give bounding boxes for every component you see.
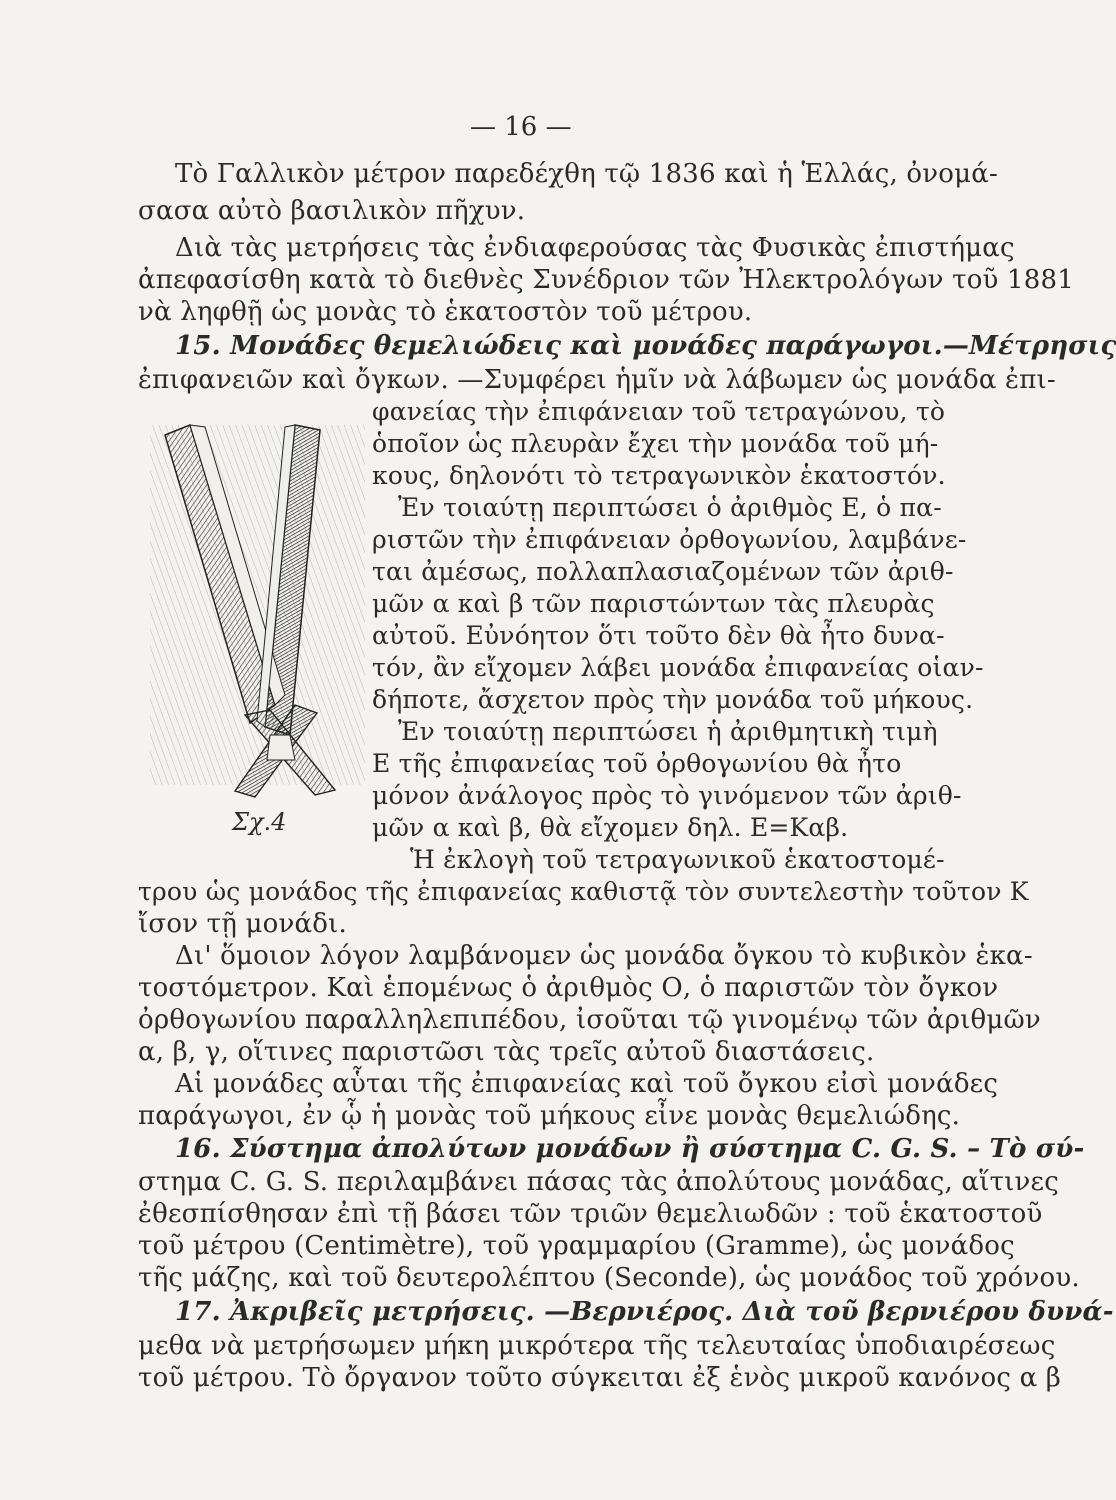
text-line: αὐτοῦ. Εὐνόητον ὅτι τοῦτο δὲν θὰ ἦτο δυνα- bbox=[372, 621, 945, 650]
page-number: — 16 — bbox=[470, 112, 572, 142]
text-line: ὁποῖον ὡς πλευρὰν ἔχει τὴν μονάδα τοῦ μή- bbox=[372, 429, 939, 458]
text-line: φανείας τὴν ἐπιφάνειαν τοῦ τετραγώνου, τὸ bbox=[372, 397, 946, 426]
text-line: ριστῶν τὴν ἐπιφάνειαν ὀρθογωνίου, λαμβάνε- bbox=[372, 525, 967, 554]
text-line: ὀρθογωνίου παραλληλεπιπέδου, ἰσοῦται τῷ γινομένῳ τῶν ἀριθμῶν bbox=[138, 1005, 1041, 1035]
text-line: ἐθεσπίσθησαν ἐπὶ τῇ βάσει τῶν τριῶν θεμελιωδῶν : τοῦ ἑκατοστοῦ bbox=[138, 1199, 1043, 1229]
text-line: Δι' ὅμοιον λόγον λαμβάνομεν ὡς μονάδα ὄγκου τὸ κυβικὸν ἑκα- bbox=[175, 941, 1033, 971]
text-line: τοῦ μέτρου. Τὸ ὄργανον τοῦτο σύγκειται ἐξ ἑνὸς μικροῦ κανόνος α β bbox=[138, 1363, 1062, 1393]
figure-caption: Σχ.4 bbox=[232, 808, 287, 836]
text-line: δήποτε, ἄσχετον πρὸς τὴν μονάδα τοῦ μήκους. bbox=[372, 685, 974, 714]
figure-trough-illustration bbox=[145, 405, 370, 805]
text-line: Ἐν τοιαύτῃ περιπτώσει ἡ ἀριθμητικὴ τιμὴ bbox=[398, 717, 938, 746]
text-line: τοστόμετρον. Καὶ ἑπομένως ὁ ἀριθμὸς Ο, ὁ παριστῶν τὸν ὄγκον bbox=[138, 973, 999, 1003]
section-heading-15: 15. Μονάδες θεμελιώδεις καὶ μονάδες παράγωγοι.—Μέτρησις bbox=[175, 331, 1116, 361]
text-line: ται ἀμέσως, πολλαπλασιαζομένων τῶν ἀριθ- bbox=[372, 557, 954, 586]
text-line: ἀπεφασίσθη κατὰ τὸ διεθνὲς Συνέδριον τῶν Ἠλεκτρολόγων τοῦ 1881 bbox=[138, 265, 1074, 295]
text-line: παράγωγοι, ἐν ᾧ ἡ μονὰς τοῦ μήκους εἶνε μονὰς θεμελιώδης. bbox=[138, 1101, 961, 1131]
text-line: Διὰ τὰς μετρήσεις τὰς ἐνδιαφερούσας τὰς Φυσικὰς ἐπιστήμας bbox=[175, 233, 1015, 263]
text-line: α, β, γ, οἵτινες παριστῶσι τὰς τρεῖς αὐτοῦ διαστάσεις. bbox=[138, 1037, 875, 1067]
text-line: τόν, ἂν εἴχομεν λάβει μονάδα ἐπιφανείας οἱαν- bbox=[372, 653, 984, 682]
text-line: κους, δηλονότι τὸ τετραγωνικὸν ἑκατοστόν. bbox=[372, 461, 946, 490]
text-line: ἴσον τῇ μονάδι. bbox=[138, 909, 347, 939]
text-line: στημα C. G. S. περιλαμβάνει πάσας τὰς ἀπολύτους μονάδας, αἵτινες bbox=[138, 1167, 1059, 1197]
text-line: σασα αὐτὸ βασιλικὸν πῆχυν. bbox=[138, 196, 526, 226]
text-line: Ἐν τοιαύτῃ περιπτώσει ὁ ἀριθμὸς Ε, ὁ πα- bbox=[398, 493, 942, 522]
text-line: Τὸ Γαλλικὸν μέτρον παρεδέχθη τῷ 1836 καὶ ἡ Ἑλλάς, ὀνομά- bbox=[175, 159, 998, 189]
section-heading-16: 16. Σύστημα ἀπολύτων μονάδων ἢ σύστημα C. G. S. – Τὸ σύ- bbox=[175, 1134, 1085, 1164]
trough-engraving bbox=[145, 405, 370, 805]
text-line: μῶν α καὶ β, θὰ εἴχομεν δηλ. Ε=Καβ. bbox=[372, 813, 849, 842]
text-line: μῶν α καὶ β τῶν παριστώντων τὰς πλευρὰς bbox=[372, 589, 935, 618]
text-line: Ε τῆς ἐπιφανείας τοῦ ὀρθογωνίου θὰ ἦτο bbox=[372, 749, 902, 778]
text-line: νὰ ληφθῇ ὡς μονὰς τὸ ἑκατοστὸν τοῦ μέτρου. bbox=[138, 297, 753, 327]
section-heading-17: 17. Ἀκριβεῖς μετρήσεις. —Βερνιέρος. Διὰ τοῦ βερνιέρου δυνά- bbox=[175, 1297, 1114, 1327]
text-line: ἐπιφανειῶν καὶ ὄγκων. —Συμφέρει ἡμῖν νὰ λάβωμεν ὡς μονάδα ἐπι- bbox=[138, 365, 1056, 395]
text-line: μόνον ἀνάλογος πρὸς τὸ γινόμενον τῶν ἀριθ- bbox=[372, 781, 962, 810]
text-line: Ἡ ἐκλογὴ τοῦ τετραγωνικοῦ ἑκατοστομέ- bbox=[410, 845, 945, 874]
text-line: τρου ὡς μονάδος τῆς ἐπιφανείας καθιστᾷ τὸν συντελεστὴν τοῦτον Κ bbox=[138, 877, 1029, 906]
text-line: τοῦ μέτρου (Centimètre), τοῦ γραμμαρίου (Gramme), ὡς μονάδος bbox=[138, 1231, 1015, 1261]
text-line: μεθα νὰ μετρήσωμεν μήκη μικρότερα τῆς τελευταίας ὑποδιαιρέσεως bbox=[138, 1331, 1056, 1361]
text-line: τῆς μάζης, καὶ τοῦ δευτερολέπτου (Seconde), ὡς μονάδος τοῦ χρόνου. bbox=[138, 1263, 1080, 1293]
text-line: Αἱ μονάδες αὗται τῆς ἐπιφανείας καὶ τοῦ ὄγκου εἰσὶ μονάδες bbox=[175, 1069, 999, 1099]
